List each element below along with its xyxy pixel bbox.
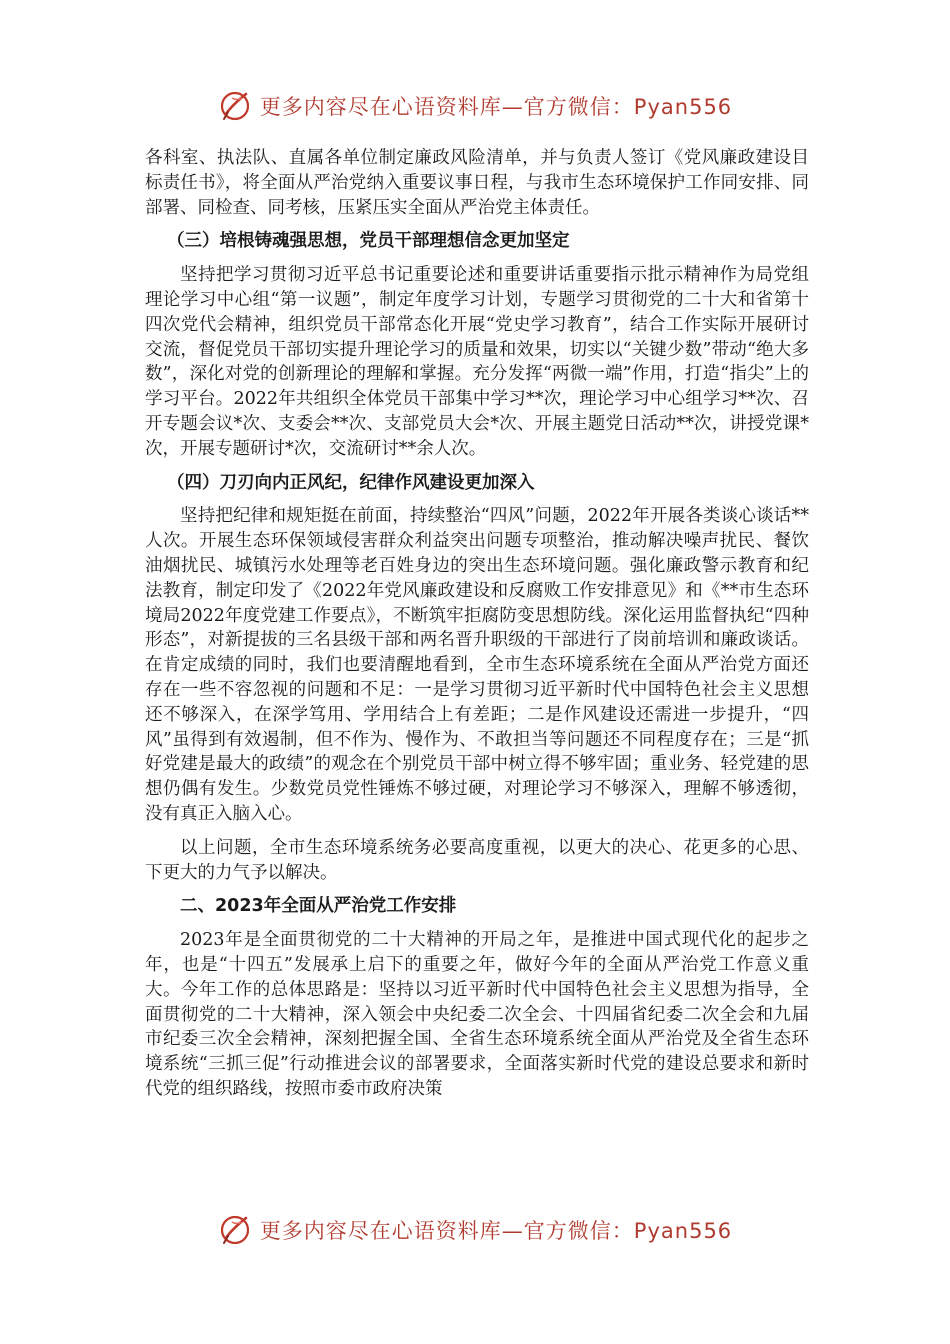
section-heading-3: （三）培根铸魂强思想，党员干部理想信念更加坚定 — [167, 231, 570, 252]
paragraph: 坚持把纪律和规矩挺在前面，持续整治“四风”问题，2022年开展各类谈心谈话**人次。开展生态环保领域侵害群众利益突出问题专项整治，推动解决噪声扰民、餐饮油烟扰民、城镇污水处理等老百姓身边的突出生态环境问题。强化廉政警示教育和纪法教育，制定印发了《2022年党风廉政建设和反腐败工作安排意见》和《**市生态环境局2022年度党建工作要点》，不断筑牢拒腐防变思想防线。深化运用监督执纪“四种形态”，对新提拔的三名县级干部和两名晋升职级的干部进行了岗前培训和廉政谈话。在肯定成绩的同时，我们也要清醒地看到，全市生态环境系统在全面从严治党方面还存在一些不容忽视的问题和不足：一是学习贯彻习近平新时代中国特色社会主义思想还不够深入，在深学笃用、学用结合上有差距；二是作风建设还需进一步提升，“四风”虽得到有效遏制，但不作为、慢作为、不敢担当等问题还不同程度存在；三是“抓好党建是最大的政绩”的观念在个别党员干部中树立得不够牢固；重业务、轻党建的思想仍偶有发生。少数党员党性锤炼不够过硬，对理论学习不够深入，理解不够透彻，没有真正入脑入心。 — [145, 506, 809, 824]
watermark-text: 更多内容尽在心语资料库—官方微信：Pyan556 — [259, 1219, 733, 1243]
watermark-banner-top — [0, 86, 950, 126]
paragraph-continued: 各科室、执法队、直属各单位制定廉政风险清单，并与负责人签订《党风廉政建设目标责任书》，将全面从严治党纳入重要议事日程，与我市生态环境保护工作同安排、同部署、同检查、同考核，压紧压实全面从严治党主体责任。 — [145, 148, 809, 218]
section-heading-4: （四）刀刃向内正风纪，纪律作风建设更加深入 — [167, 472, 535, 493]
paragraph: 以上问题，全市生态环境系统务必要高度重视，以更大的决心、花更多的心思、下更大的力气予以解决。 — [145, 837, 809, 883]
chapter-heading-2: 二、2023年全面从严治党工作安排 — [180, 896, 457, 917]
pen-logo-icon — [218, 88, 254, 124]
document-body — [145, 146, 809, 1102]
watermark-banner-bottom — [0, 1210, 950, 1250]
paragraph: 2023年是全面贯彻党的二十大精神的开局之年，是推进中国式现代化的起步之年，也是“十四五”发展承上启下的重要之年，做好今年的全面从严治党工作意义重大。今年工作的总体思路是：坚持以习近平新时代中国特色社会主义思想为指导，全面贯彻党的二十大精神，深入领会中央纪委二次全会、十四届省纪委二次全会和九届市纪委三次全会精神，深刻把握全国、全省生态环境系统全面从严治党及全省生态环境系统“三抓三促”行动推进会议的部署要求，全面落实新时代党的建设总要求和新时代党的组织路线，按照市委市政府决策 — [145, 930, 809, 1099]
watermark-text: 更多内容尽在心语资料库—官方微信：Pyan556 — [259, 95, 733, 119]
paragraph: 坚持把学习贯彻习近平总书记重要论述和重要讲话重要指示批示精神作为局党组理论学习中心组“第一议题”，制定年度学习计划，专题学习贯彻党的二十大和省第十四次党代会精神，组织党员干部常态化开展“党史学习教育”，结合工作实际开展研讨交流，督促党员干部切实提升理论学习的质量和效果，切实以“关键少数”带动“绝大多数”，深化对党的创新理论的理解和掌握。充分发挥“两微一端”作用，打造“指尖”上的学习平台。2022年共组织全体党员干部集中学习**次，理论学习中心组学习**次、召开专题会议*次、支委会**次、支部党员大会*次、开展主题党日活动**次，讲授党课*次，开展专题研讨*次，交流研讨**余人次。 — [145, 265, 809, 459]
pen-logo-icon — [218, 1212, 254, 1248]
